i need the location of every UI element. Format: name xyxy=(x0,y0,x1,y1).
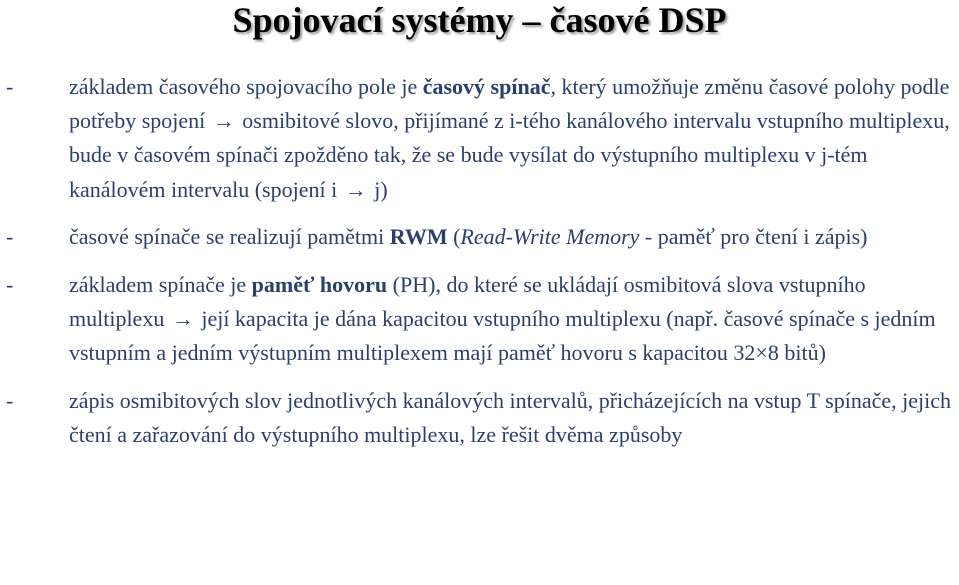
bullet-item xyxy=(0,70,959,207)
bold-term: RWM xyxy=(389,224,448,250)
arrow-right-icon: → xyxy=(171,306,194,332)
bullet-text: její kapacita je dána kapacitou vstupního multiplexu (např. časové spínače s jedním vstupním a jedním výstupním multiplexem mají paměť hovoru s kapacitou 32 xyxy=(69,306,936,366)
slide-title: Spojovací systémy – časové DSP xyxy=(232,0,727,40)
bullet-marker: - xyxy=(6,224,14,250)
bullet-text: zápis osmibitových slov jednotlivých kanálových intervalů, přicházejících na vstup T spínače, jejich čtení a zařazování do výstupního multiplexu, lze řešit dvěma způsoby xyxy=(69,388,952,448)
italic-term: Read-Write Memory xyxy=(460,224,640,250)
bold-term: paměť hovoru xyxy=(251,272,388,298)
bullet-item xyxy=(0,268,959,371)
bullet-text: , který umožňuje změnu časové polohy podle potřeby spojení xyxy=(69,74,950,134)
bullet-text: základem spínače je xyxy=(69,272,252,298)
bullet-list xyxy=(0,70,959,453)
bullet-text: 8 bitů) xyxy=(767,340,826,366)
bullet-marker: - xyxy=(6,272,14,298)
bullet-text: časové spínače se realizují pamětmi xyxy=(69,224,390,250)
arrow-right-icon: → xyxy=(344,176,367,202)
bullet-text: j) xyxy=(368,176,388,202)
arrow-right-icon: → xyxy=(212,108,235,134)
bullet-marker: - xyxy=(6,74,14,99)
bold-term: časový spínač xyxy=(422,74,551,99)
bullet-text: osmibitové slovo, přijímané z i-tého kanálového intervalu vstupního multiplexu, bude v časovém spínači zpožděno tak, že se bude vysílat do výstupního multiplexu v j-tém kanálovém intervalu (spojení i xyxy=(69,108,950,202)
bullet-item xyxy=(0,384,959,452)
bullet-text: (PH), do které se ukládají osmibitová slova vstupního multiplexu xyxy=(69,272,866,332)
bullet-marker: - xyxy=(6,388,14,414)
bullet-text: základem časového spojovacího pole je xyxy=(69,74,423,99)
bullet-text: - paměť pro čtení i zápis) xyxy=(639,224,868,250)
bullet-item xyxy=(0,220,959,254)
bullet-text: ( xyxy=(447,224,461,250)
times-symbol: × xyxy=(755,340,768,366)
